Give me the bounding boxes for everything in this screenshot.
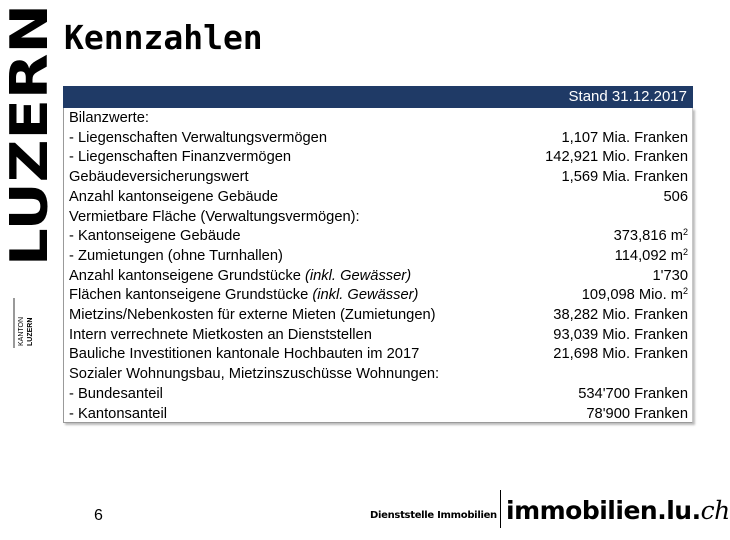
footer-divider [500,490,501,528]
table-row [64,188,692,208]
row-label: Vermietbare Fläche (Verwaltungsvermögen): [69,208,360,225]
logo-main-text: immobilien.lu. [506,496,701,525]
table-row [64,405,692,425]
unit-exponent: 2 [682,246,688,257]
label-note: (inkl. Gewässer) [312,287,419,304]
row-label: Mietzins/Nebenkosten für externe Mieten (Zumietungen) [69,307,436,323]
table-row [64,208,692,228]
row-label: Anzahl kantonseigene Gebäude [69,188,279,205]
unit-exponent: 2 [682,227,688,238]
label-text: Flächen kantonseigene Grundstücke [69,287,309,304]
row-label: - Zumietungen (ohne Turnhallen) [69,247,283,264]
row-value [615,247,688,267]
table-row [64,247,692,267]
row-value: 21,698 Mio. Franken [553,346,688,363]
row-value: 1,569 Mia. Franken [561,169,688,186]
table-row [64,267,692,287]
row-label: - Liegenschaften Finanzvermögen [69,149,292,166]
luzern-vertical-text: LUZERN [0,35,60,266]
row-value: 1,107 Mia. Franken [561,129,688,146]
row-value: 1'730 [652,267,688,284]
luzern-vertical-logo [0,0,60,270]
table-row [64,385,692,405]
page-title: Kennzahlen [64,18,263,57]
luzern-small-text: LUZERN [27,317,34,346]
table-header-bar [63,86,693,108]
department-name: Dienststelle Immobilien [370,510,497,521]
row-label [69,286,418,306]
value-text: 109,098 Mio. m [581,287,683,304]
table-row [64,129,692,149]
row-value: 142,921 Mio. Franken [545,149,688,166]
value-text: 373,816 m [613,228,683,245]
row-label: Bauliche Investitionen kantonale Hochbauten im 2017 [69,346,420,363]
row-value: 93,039 Mio. Franken [553,326,688,343]
row-value [614,227,688,247]
table-row [64,365,692,385]
row-label: - Liegenschaften Verwaltungsvermögen [69,129,328,146]
logo-tld-text: ch [700,496,730,525]
row-label: Gebäudeversicherungswert [69,169,249,186]
row-value: 78'900 Franken [586,405,688,422]
row-value [582,286,688,306]
label-note: (inkl. Gewässer) [304,267,412,284]
table-row [64,148,692,168]
table-row [64,109,692,129]
row-value: 534'700 Franken [578,385,688,402]
row-label [69,267,411,287]
row-label: - Kantonsanteil [69,405,167,422]
row-label: - Bundesanteil [69,385,163,402]
kanton-luzern-small-logo [10,298,42,348]
table-row [64,286,692,306]
row-value: 38,282 Mio. Franken [553,307,688,323]
value-text: 114,092 m [614,247,683,264]
table-row [64,168,692,188]
row-label: - Kantonseigene Gebäude [69,228,241,245]
unit-exponent: 2 [682,286,688,297]
row-label: Intern verrechnete Mietkosten an Dienststellen [69,326,372,343]
row-label: Sozialer Wohnungsbau, Mietzinszuschüsse Wohnungen: [69,366,440,383]
kanton-small-text: KANTON [18,316,25,346]
table-row [64,306,692,326]
table-row [64,326,692,346]
stand-date: Stand 31.12.2017 [568,88,687,105]
table-row [64,345,692,365]
kennzahlen-table [63,108,693,423]
page-number: 6 [94,507,103,524]
label-text: Anzahl kantonseigene Grundstücke [69,267,301,284]
row-label: Bilanzwerte: [69,110,149,126]
row-value: 506 [663,188,688,205]
immobilien-logo [506,496,730,525]
table-row [64,227,692,247]
